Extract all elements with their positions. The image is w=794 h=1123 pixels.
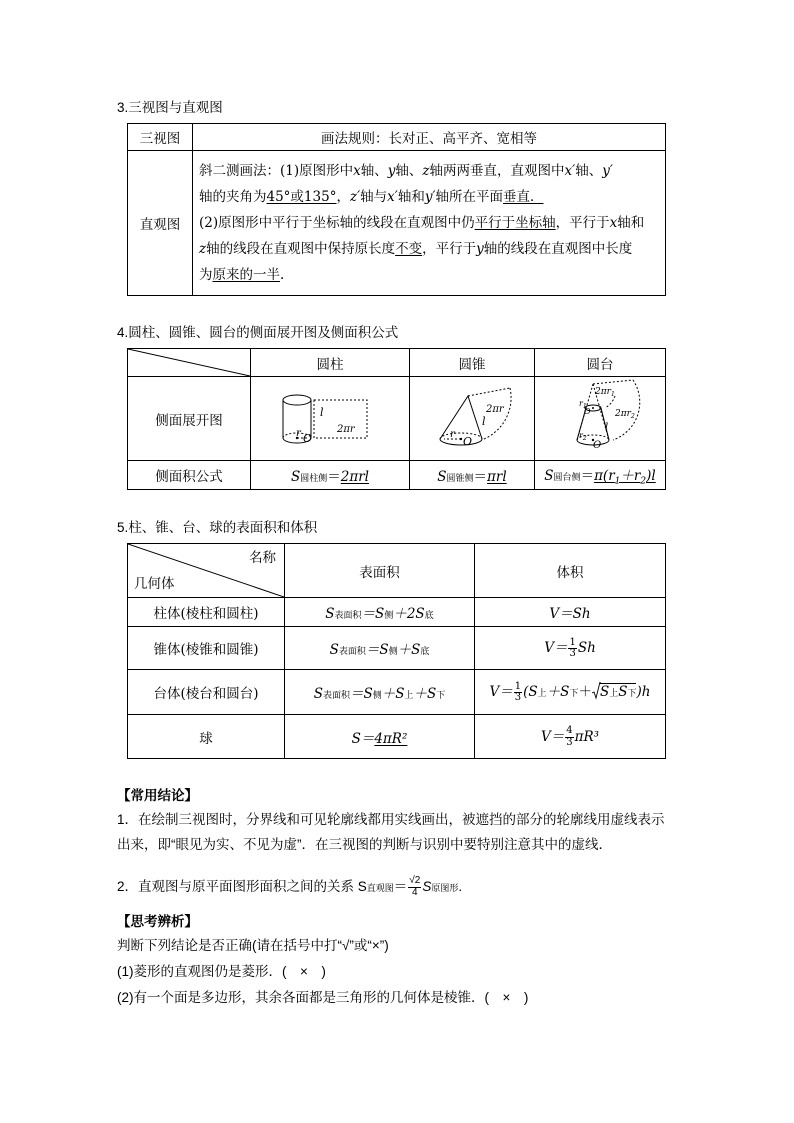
cone-l-label: l xyxy=(482,414,486,428)
frustum-r1-sub: 1 xyxy=(582,402,587,410)
thinking-intro: 判断下列结论是否正确(请在括号中打“√”或“×”) xyxy=(117,938,389,953)
three-views-rule: 画法规则：长对正、高平齐、宽相等 xyxy=(193,124,666,151)
conclusion-2: 2．直观图与原平面图形面积之间的关系 S直观图＝ $\frac{√2}{4}$ S原图形. xyxy=(117,875,463,898)
svg-text:2πr2 xyxy=(614,409,635,420)
cone-r-label: r xyxy=(450,428,455,440)
row-label-prism: 柱体(棱柱和圆柱) xyxy=(128,598,285,627)
section-5-table xyxy=(127,543,666,759)
section-3-table xyxy=(127,123,666,296)
frustum-arc2-label: 2πr xyxy=(615,408,631,419)
section-4-title: 4.圆柱、圆锥、圆台的侧面展开图及侧面积公式 xyxy=(117,325,399,340)
sphere-surface-area: S＝4πR² xyxy=(285,715,475,759)
cone-unfold-figure xyxy=(410,377,535,461)
row-label-three-views: 三视图 xyxy=(128,124,193,151)
intuitive-drawing-rules: 斜二测画法：(1)原图形中x轴、y轴、z轴两两垂直，直观图中x′轴、y′ 轴的夹角为45°或135°，z′轴与x′轴和y′轴所在平面垂直． (2)原图形中平行于坐标轴的线段在直观图中仍平行于坐标轴，平行于x轴和 z轴的线段在直观图中保持原长度不变，平行于y轴的线段在直观图中长度 为原来的一半. xyxy=(193,151,666,296)
cone-lateral-formula: S圆锥侧＝πrl xyxy=(410,461,535,490)
header-frustum: 圆台 xyxy=(535,349,666,377)
conclusions-title: 【常用结论】 xyxy=(117,788,198,803)
cyl-arc-label: 2πr xyxy=(337,423,355,435)
corner-solid-label: 几何体 xyxy=(134,576,175,592)
cyl-l-label: l xyxy=(320,405,324,419)
header-cone: 圆锥 xyxy=(410,349,535,377)
question-1: (1)菱形的直观图仍是菱形．( × ) xyxy=(117,964,326,979)
header-volume: 体积 xyxy=(475,544,666,598)
header-surface-area: 表面积 xyxy=(285,544,475,598)
row-label-sphere: 球 xyxy=(128,715,285,759)
row-label-frustum: 台体(棱台和圆台) xyxy=(128,670,285,715)
section-4-table xyxy=(127,348,666,490)
frustum-r2-label: r xyxy=(579,430,583,440)
diagonal-line xyxy=(128,349,250,376)
frustum-surface-area: S表面积＝S侧＋S上＋S下 xyxy=(285,670,475,715)
section-3-title: 3.三视图与直观图 xyxy=(117,100,223,115)
row-label-pyramid: 锥体(棱锥和圆锥) xyxy=(128,627,285,670)
prism-volume: V＝Sh xyxy=(475,598,666,627)
frustum-unfold-figure xyxy=(535,377,666,461)
row-label-unfold: 侧面展开图 xyxy=(128,377,251,461)
cyl-r-label: r xyxy=(296,427,301,439)
frustum-r1-label: r xyxy=(579,398,583,408)
frustum-volume: V＝ $\frac{1}{3}$ (S上＋S下＋ S上S下)h xyxy=(475,670,666,715)
row-label-formula: 侧面积公式 xyxy=(128,461,251,490)
pyramid-volume: V＝ $\frac{1}{3}$ Sh xyxy=(475,627,666,670)
header-cylinder: 圆柱 xyxy=(251,349,410,377)
cone-diagram xyxy=(410,378,532,460)
frustum-diagram xyxy=(535,378,665,460)
cylinder-lateral-formula: S圆柱侧＝2πrl xyxy=(251,461,410,490)
corner-header-cell xyxy=(128,544,285,598)
cylinder-diagram xyxy=(251,378,407,460)
cone-o-label: O xyxy=(463,434,473,448)
corner-name-label: 名称 xyxy=(249,550,276,566)
frustum-arc2-sub: 2 xyxy=(630,412,635,420)
frustum-o1-label: O xyxy=(584,406,591,416)
frustum-lateral-formula: S圆台侧$=\pi(r_1+r_2)l$ xyxy=(535,461,666,490)
prism-surface-area: S表面积＝S侧＋2S底 xyxy=(285,598,475,627)
frustum-arc1-label: 2πr xyxy=(595,386,611,397)
thinking-block xyxy=(117,933,677,1011)
sphere-volume: V＝ $\frac{4}{3}$ πR³ xyxy=(475,715,666,759)
frustum-r2-sub: 2 xyxy=(582,434,587,442)
sqrt-sign xyxy=(592,682,601,700)
frustum-o-label: O xyxy=(593,439,602,451)
question-2: (2)有一个面是多边形，其余各面都是三角形的几何体是棱锥．( × ) xyxy=(117,990,529,1005)
cylinder-unfold-figure xyxy=(251,377,410,461)
section-5-title: 5.柱、锥、台、球的表面积和体积 xyxy=(117,520,318,535)
row-label-intuitive: 直观图 xyxy=(128,151,193,296)
conclusion-1: 1．在绘制三视图时，分界线和可见轮廓线都用实线画出，被遮挡的部分的轮廓线用虚线表示 出来，即“眼见为实、不见为虚”．在三视图的判断与识别中要特别注意其中的虚线． xyxy=(117,812,665,852)
svg-text:2πr1 xyxy=(594,387,615,398)
cone-arc-label: 2πr xyxy=(486,403,504,415)
svg-text:r2 xyxy=(579,431,587,442)
diagonal-header-cell xyxy=(128,349,251,377)
cyl-o-label: O xyxy=(303,431,313,445)
thinking-title: 【思考辨析】 xyxy=(117,914,198,929)
frustum-arc1-sub: 1 xyxy=(610,390,615,398)
frustum-l-label: l xyxy=(605,421,609,433)
pyramid-surface-area: S表面积＝S侧＋S底 xyxy=(285,627,475,670)
